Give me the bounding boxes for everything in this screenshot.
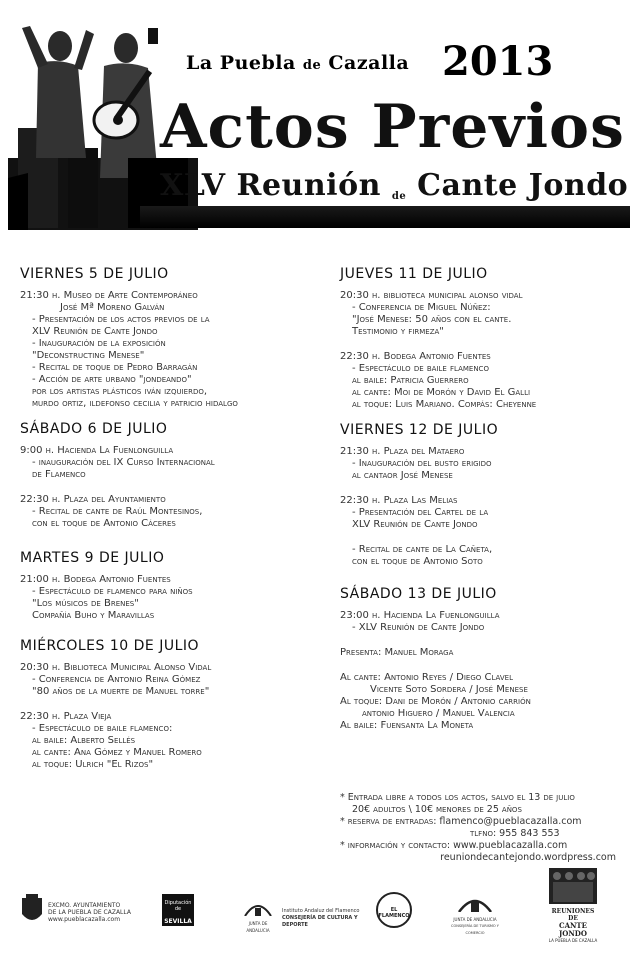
event-detail: de Flamenco (32, 469, 86, 480)
event-entry (340, 647, 624, 659)
info-line-phone: tlfno: 955 843 553 (470, 828, 560, 839)
event-entry (340, 544, 624, 568)
subtitle-part: XLV Reunión (160, 168, 381, 203)
event-time-venue: Presenta: Manuel Moraga (340, 647, 454, 658)
event-detail: "Los músicos de Brenes" (32, 598, 139, 609)
ayuntamiento-logo (20, 894, 140, 926)
event-detail: al cante: Ana Gómez y Manuel Romero (32, 747, 202, 758)
event-time-venue: 22:30 h. Plaza del Ayuntamiento (20, 494, 166, 505)
event-entry (20, 445, 322, 481)
event-time-venue: 21:30 h. Museo de Arte Contemporáneo (20, 290, 198, 301)
junta-arch-icon (243, 900, 273, 916)
right-column-program (340, 268, 624, 745)
event-detail: José Mª Moreno Galván (60, 302, 165, 313)
event-detail: - Espectáculo de flamenco para niños (32, 586, 193, 597)
info-line-free-entry: * Entrada libre a todos los actos, salvo el 13 de julio (340, 792, 575, 803)
day-heading: MARTES 9 DE JULIO (20, 550, 165, 566)
town-name (186, 52, 409, 74)
event-time-venue: 22:30 h. Plaza Las Melias (340, 495, 458, 506)
event-detail: - Conferencia de Antonio Reina Gómez (32, 674, 201, 685)
ticket-info (340, 792, 622, 864)
seal-text: EL FLAMENCO (378, 907, 410, 919)
event-detail: - Inauguración de la exposición (32, 338, 166, 349)
event-detail: Al toque: Dani de Morón / Antonio carrión (340, 696, 531, 707)
event-time-venue: 22:30 h. Plaza Vieja (20, 711, 112, 722)
info-line-reservations (340, 816, 622, 828)
contact-website[interactable]: www.pueblacazalla.com (453, 840, 568, 851)
day-heading: SÁBADO 13 DE JULIO (340, 586, 497, 602)
event-detail: al baile: Patricia Guerrero (352, 375, 469, 386)
event-entry (340, 672, 624, 732)
poster-header (0, 0, 630, 232)
event-time-venue: 9:00 h. Hacienda La Fuenlonguilla (20, 445, 174, 456)
event-detail: - Recital de cante de Raúl Montesinos, (32, 506, 203, 517)
event-detail: - Espectáculo de baile flamenco: (32, 723, 173, 734)
day-section (20, 423, 322, 530)
subtitle (160, 168, 628, 203)
event-time-venue: 20:30 h. Biblioteca Municipal Alonso Vidal (20, 662, 212, 673)
subtitle-part: Cante Jondo (417, 168, 629, 203)
reservations-email[interactable]: flamenco@pueblacazalla.com (439, 816, 582, 827)
event-entry (20, 290, 322, 410)
event-entry (20, 494, 322, 530)
info-line-blog[interactable]: reuniondecantejondo.wordpress.com (440, 852, 616, 863)
event-detail: por los artistas plásticos iván izquierdo, (32, 386, 208, 397)
event-detail: al baile: Alberto Sellés (32, 735, 136, 746)
contact-label: * información y contacto: (340, 840, 451, 851)
info-line-contact (340, 840, 622, 852)
event-time-venue: Al cante: Antonio Reyes / Diego Clavel (340, 672, 513, 683)
event-detail: "José Menese: 50 años con el cante. (352, 314, 512, 325)
junta-andalucia-logo-2 (445, 894, 505, 937)
event-entry (340, 351, 624, 411)
junta2-text-2: CONSEJERÍA DE TURISMO Y COMERCIO (451, 924, 499, 935)
iaf-text-1: Instituto Andaluz del Flamenco (282, 908, 360, 914)
junta2-text-1: JUNTA DE ANDALUCIA (453, 917, 497, 922)
day-section (20, 268, 322, 410)
day-heading: VIERNES 5 DE JULIO (20, 266, 169, 282)
event-detail: XLV Reunión de Cante Jondo (32, 326, 158, 337)
event-time-venue: 22:30 h. Bodega Antonio Fuentes (340, 351, 491, 362)
event-detail: Al baile: Fuensanta La Moneta (340, 720, 474, 731)
diputacion-sevilla-logo (162, 894, 194, 926)
event-entry (20, 711, 322, 771)
event-detail: - Inauguración del busto erigido (352, 458, 492, 469)
event-detail: con el toque de Antonio Soto (352, 556, 483, 567)
event-detail: - Recital de toque de Pedro Barragán (32, 362, 198, 373)
reuniones-cante-jondo-logo (546, 868, 600, 943)
town-name-de: de (302, 58, 322, 73)
diputacion-text: Diputación de (164, 900, 192, 912)
event-detail: al toque: Ulrich "El Rizos" (32, 759, 154, 770)
event-detail: - inauguración del IX Curso Internacional (32, 457, 215, 468)
event-detail: - Presentación del Cartel de la (352, 507, 489, 518)
event-entry (340, 446, 624, 482)
info-line-prices: 20€ adultos \ 10€ menores de 25 años (352, 804, 522, 815)
reuniones-text-2: CANTE JONDO (559, 921, 587, 938)
event-entry (340, 290, 624, 338)
day-section (20, 552, 322, 622)
event-detail: al toque: Luis Mariano. Compás: Cheyenne (352, 399, 537, 410)
iaf-text-2: CONSEJERÍA DE CULTURA Y DEPORTE (282, 915, 358, 928)
event-detail: al cantaor José Menese (352, 470, 453, 481)
event-detail: Compañía Buho y Maravillas (32, 610, 155, 621)
sevilla-text: SEVILLA (164, 918, 192, 925)
event-detail: con el toque de Antonio Cáceres (32, 518, 176, 529)
event-detail: XLV Reunión de Cante Jondo (352, 519, 478, 530)
event-detail: "Deconstructing Menese" (32, 350, 145, 361)
event-entry (340, 610, 624, 634)
event-time-venue: 23:00 h. Hacienda La Fuenlonguilla (340, 610, 500, 621)
day-section (20, 640, 322, 771)
ayuntamiento-text-1: EXCMO. AYUNTAMIENTO (48, 902, 121, 909)
ayuntamiento-text-3: www.pueblacazalla.com (48, 916, 121, 923)
event-detail: - Conferencia de Miguel Núñez: (352, 302, 491, 313)
town-name-part: Cazalla (328, 52, 410, 74)
event-detail: - Acción de arte urbano "jondeando" (32, 374, 192, 385)
event-detail: al cante: Moi de Morón y David El Galli (352, 387, 531, 398)
day-section (340, 588, 624, 732)
event-entry (20, 574, 322, 622)
town-name-part: La Puebla (186, 52, 296, 74)
event-detail: - XLV Reunión de Cante Jondo (352, 622, 485, 633)
subtitle-de: de (391, 191, 407, 202)
ayuntamiento-text-2: DE LA PUEBLA DE CAZALLA (48, 909, 131, 916)
event-detail: Testimonio y firmeza" (352, 326, 444, 337)
year: 2013 (442, 38, 554, 85)
event-detail: antonio Higuero / Manuel Valencia (362, 708, 515, 719)
day-heading: MIÉRCOLES 10 DE JULIO (20, 638, 200, 654)
left-column-program (20, 268, 322, 784)
event-detail: - Presentación de los actos previos de la (32, 314, 210, 325)
day-section (340, 268, 624, 411)
el-flamenco-seal (376, 892, 412, 928)
event-time-venue: 21:30 h. Plaza del Mataero (340, 446, 465, 457)
junta-andalucia-logo-1 (240, 900, 276, 934)
day-heading: JUEVES 11 DE JULIO (340, 266, 488, 282)
instituto-flamenco-logo (282, 908, 382, 929)
coat-of-arms-icon (20, 894, 44, 926)
main-title: Actos Previos (160, 92, 625, 162)
event-detail: "80 años de la muerte de Manuel torre" (32, 686, 210, 697)
event-time-venue: 21:00 h. Bodega Antonio Fuentes (20, 574, 171, 585)
event-time-venue: 20:30 h. biblioteca municipal alonso vidal (340, 290, 523, 301)
reuniones-text-1: REUNIONES DE (551, 908, 595, 922)
reuniones-text-3: LA PUEBLA DE CAZALLA (548, 938, 598, 943)
day-heading: VIERNES 12 DE JULIO (340, 422, 499, 438)
group-figures-icon (549, 868, 597, 904)
reservations-label: * reserva de entradas: (340, 816, 437, 827)
event-detail: - Recital de cante de La Cañeta, (352, 544, 493, 555)
event-detail: - Espectáculo de baile flamenco (352, 363, 489, 374)
event-detail: Vicente Soto Sordera / José Menese (370, 684, 528, 695)
event-entry (340, 495, 624, 531)
event-detail: murdo ortiz, ildefonso cecilia y patricio hidalgo (32, 398, 238, 409)
sponsor-logos (0, 862, 630, 953)
event-entry (20, 662, 322, 698)
day-section (340, 424, 624, 568)
day-heading: SÁBADO 6 DE JULIO (20, 421, 168, 437)
junta-text: JUNTA DE ANDALUCIA (246, 921, 270, 933)
header-ground-band (140, 206, 630, 228)
junta-arch-icon-2 (457, 894, 493, 912)
